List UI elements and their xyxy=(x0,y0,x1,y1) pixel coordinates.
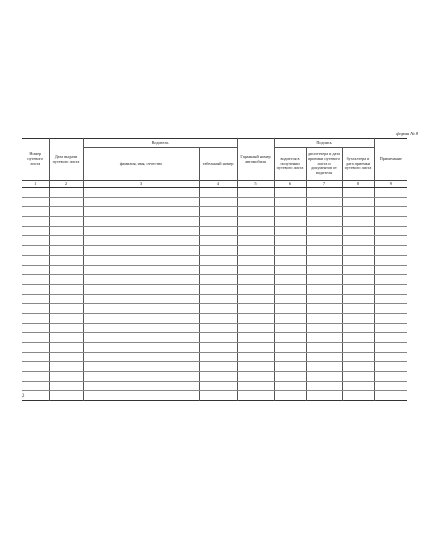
table-cell xyxy=(374,381,407,391)
table-cell xyxy=(374,304,407,314)
table-cell xyxy=(374,246,407,256)
table-cell xyxy=(342,284,374,294)
table-row xyxy=(22,217,407,227)
table-cell xyxy=(342,323,374,333)
header-waybill-number: Номер путевого листа xyxy=(22,139,49,181)
table-cell xyxy=(199,362,237,372)
table-cell xyxy=(306,352,342,362)
table-cell xyxy=(49,236,83,246)
table-cell xyxy=(274,391,306,401)
table-cell xyxy=(306,197,342,207)
table-row xyxy=(22,362,407,372)
table-cell xyxy=(83,246,199,256)
header-note: Примечание xyxy=(374,139,407,181)
table-cell xyxy=(49,304,83,314)
table-cell xyxy=(274,313,306,323)
table-cell xyxy=(237,294,274,304)
table-cell xyxy=(49,372,83,382)
table-cell xyxy=(237,362,274,372)
table-cell xyxy=(83,197,199,207)
table-row xyxy=(22,304,407,314)
table-cell xyxy=(22,197,49,207)
table-cell xyxy=(83,362,199,372)
table-cell xyxy=(83,217,199,227)
table-row xyxy=(22,246,407,256)
table-cell xyxy=(374,265,407,275)
table-cell xyxy=(306,304,342,314)
header-driver-group: Водитель xyxy=(83,139,237,148)
table-cell xyxy=(237,188,274,198)
column-number: 2 xyxy=(49,181,83,188)
table-cell xyxy=(274,343,306,353)
table-cell xyxy=(237,236,274,246)
table-cell xyxy=(342,333,374,343)
table-cell xyxy=(49,207,83,217)
table-cell xyxy=(342,217,374,227)
table-body xyxy=(22,188,407,401)
table-row xyxy=(22,313,407,323)
table-cell xyxy=(49,197,83,207)
table-cell xyxy=(342,275,374,285)
table-cell xyxy=(374,294,407,304)
table-cell xyxy=(49,294,83,304)
table-cell xyxy=(237,217,274,227)
table-cell xyxy=(199,313,237,323)
table-cell xyxy=(83,207,199,217)
table-cell xyxy=(342,304,374,314)
table-cell xyxy=(374,275,407,285)
table-cell xyxy=(199,381,237,391)
table-cell xyxy=(306,207,342,217)
table-row xyxy=(22,381,407,391)
table-cell xyxy=(83,391,199,401)
table-cell xyxy=(374,255,407,265)
table-cell xyxy=(306,372,342,382)
table-cell xyxy=(342,343,374,353)
table-cell xyxy=(83,313,199,323)
table-cell xyxy=(49,226,83,236)
table-cell xyxy=(374,284,407,294)
table-cell xyxy=(374,343,407,353)
table-cell xyxy=(274,265,306,275)
table-row xyxy=(22,372,407,382)
table-cell xyxy=(199,284,237,294)
table-cell xyxy=(342,372,374,382)
table-cell xyxy=(22,275,49,285)
table-cell xyxy=(274,207,306,217)
table-cell xyxy=(274,294,306,304)
table-cell xyxy=(49,333,83,343)
table-cell xyxy=(199,372,237,382)
table-cell xyxy=(274,323,306,333)
table-cell xyxy=(199,323,237,333)
table-cell xyxy=(374,217,407,227)
table-cell xyxy=(306,313,342,323)
table-cell xyxy=(199,294,237,304)
table-cell xyxy=(342,352,374,362)
table-cell xyxy=(199,275,237,285)
table-cell xyxy=(49,255,83,265)
table-cell xyxy=(199,333,237,343)
table-cell xyxy=(22,207,49,217)
table-cell xyxy=(237,275,274,285)
table-cell xyxy=(274,381,306,391)
table-cell xyxy=(374,352,407,362)
table-cell xyxy=(199,207,237,217)
table-cell xyxy=(49,188,83,198)
table-cell xyxy=(22,313,49,323)
table-cell xyxy=(199,188,237,198)
table-cell xyxy=(49,275,83,285)
table-cell xyxy=(274,304,306,314)
table-cell xyxy=(342,207,374,217)
table-cell xyxy=(22,372,49,382)
table-cell xyxy=(342,265,374,275)
table-cell xyxy=(22,362,49,372)
table-cell xyxy=(237,246,274,256)
table-cell xyxy=(49,246,83,256)
table-cell xyxy=(306,226,342,236)
table-cell xyxy=(83,236,199,246)
table-cell xyxy=(199,236,237,246)
table-cell xyxy=(83,333,199,343)
table-cell xyxy=(237,313,274,323)
header-garage-number: Гаражный номер автомобиля xyxy=(237,139,274,181)
column-number: 8 xyxy=(342,181,374,188)
table-cell xyxy=(22,333,49,343)
table-cell xyxy=(49,352,83,362)
table-cell xyxy=(83,294,199,304)
table-cell xyxy=(342,313,374,323)
table-cell xyxy=(49,343,83,353)
table-cell xyxy=(342,255,374,265)
table-cell xyxy=(199,304,237,314)
table-cell xyxy=(83,304,199,314)
table-cell xyxy=(306,333,342,343)
table-cell xyxy=(199,343,237,353)
table-row xyxy=(22,391,407,401)
table-cell xyxy=(199,226,237,236)
table-row xyxy=(22,265,407,275)
table-cell xyxy=(83,265,199,275)
column-number: 6 xyxy=(274,181,306,188)
table-cell xyxy=(306,343,342,353)
table-row xyxy=(22,333,407,343)
table-cell xyxy=(49,323,83,333)
table-cell xyxy=(306,265,342,275)
table-cell xyxy=(274,352,306,362)
table-cell xyxy=(237,265,274,275)
table-cell xyxy=(237,197,274,207)
header-full-name: фамилия, имя, отчество xyxy=(83,148,199,181)
table-cell xyxy=(237,343,274,353)
table-cell xyxy=(83,226,199,236)
table-cell xyxy=(374,372,407,382)
table-cell xyxy=(306,323,342,333)
table-cell xyxy=(22,217,49,227)
table-row xyxy=(22,255,407,265)
table-cell xyxy=(237,207,274,217)
table-cell xyxy=(22,246,49,256)
table-row xyxy=(22,284,407,294)
table-cell xyxy=(374,236,407,246)
table-cell xyxy=(274,255,306,265)
table-cell xyxy=(199,197,237,207)
table-cell xyxy=(274,246,306,256)
table-cell xyxy=(22,294,49,304)
table-cell xyxy=(237,391,274,401)
table-cell xyxy=(306,188,342,198)
table-cell xyxy=(199,265,237,275)
column-number: 1 xyxy=(22,181,49,188)
table-cell xyxy=(199,217,237,227)
waybill-journal-table xyxy=(22,138,407,401)
table-cell xyxy=(374,323,407,333)
header-issue-date: Дата выдачи путевого листа xyxy=(49,139,83,181)
header-sig-accountant: бухгалтера и дата приемки путевого листа xyxy=(342,148,374,181)
table-cell xyxy=(22,226,49,236)
table-cell xyxy=(306,246,342,256)
table-cell xyxy=(237,323,274,333)
table-cell xyxy=(374,362,407,372)
table-cell xyxy=(22,381,49,391)
table-cell xyxy=(237,284,274,294)
table-cell xyxy=(306,381,342,391)
table-cell xyxy=(83,323,199,333)
table-row xyxy=(22,352,407,362)
table-cell xyxy=(49,217,83,227)
table-cell xyxy=(274,275,306,285)
table-cell xyxy=(22,236,49,246)
table-cell xyxy=(49,313,83,323)
table-row xyxy=(22,226,407,236)
table-cell xyxy=(374,333,407,343)
column-number: 3 xyxy=(83,181,199,188)
column-number: 4 xyxy=(199,181,237,188)
table-cell xyxy=(342,236,374,246)
table-row xyxy=(22,294,407,304)
table-cell xyxy=(342,226,374,236)
table-cell xyxy=(342,197,374,207)
table-cell xyxy=(342,294,374,304)
table-cell xyxy=(237,226,274,236)
header-signature-group: Подпись xyxy=(274,139,374,148)
column-number-row xyxy=(22,181,407,188)
table-cell xyxy=(49,381,83,391)
form-number-label: форма № 8 xyxy=(396,131,418,136)
page-number: 2 xyxy=(22,394,25,399)
table-cell xyxy=(22,391,49,401)
table-cell xyxy=(306,236,342,246)
table-cell xyxy=(22,352,49,362)
table-cell xyxy=(342,381,374,391)
table-cell xyxy=(274,333,306,343)
table-cell xyxy=(22,304,49,314)
table-cell xyxy=(83,275,199,285)
table-row xyxy=(22,343,407,353)
table-cell xyxy=(199,352,237,362)
header-sig-dispatcher: диспетчера и дата приемки путевого листа и документов от водителя xyxy=(306,148,342,181)
table-cell xyxy=(306,294,342,304)
column-number: 7 xyxy=(306,181,342,188)
table-cell xyxy=(49,391,83,401)
table-cell xyxy=(49,362,83,372)
header-sig-driver: водителя в получении путевого листа xyxy=(274,148,306,181)
table-cell xyxy=(237,352,274,362)
table-cell xyxy=(83,381,199,391)
table-cell xyxy=(237,333,274,343)
table-cell xyxy=(199,255,237,265)
table-cell xyxy=(199,391,237,401)
table-cell xyxy=(306,255,342,265)
table-cell xyxy=(306,362,342,372)
table-cell xyxy=(22,323,49,333)
table-cell xyxy=(83,343,199,353)
table-cell xyxy=(274,226,306,236)
table-cell xyxy=(342,246,374,256)
table-cell xyxy=(374,313,407,323)
table-cell xyxy=(237,372,274,382)
table-cell xyxy=(237,255,274,265)
table-cell xyxy=(237,381,274,391)
column-number: 9 xyxy=(374,181,407,188)
table-cell xyxy=(306,391,342,401)
table-row xyxy=(22,197,407,207)
table-cell xyxy=(22,343,49,353)
table-cell xyxy=(274,362,306,372)
table-row xyxy=(22,236,407,246)
table-cell xyxy=(83,255,199,265)
table-cell xyxy=(22,265,49,275)
table-cell xyxy=(49,265,83,275)
table-cell xyxy=(306,275,342,285)
table-cell xyxy=(342,391,374,401)
table-row xyxy=(22,188,407,198)
table-cell xyxy=(374,391,407,401)
column-number: 5 xyxy=(237,181,274,188)
table-cell xyxy=(83,284,199,294)
table-cell xyxy=(374,197,407,207)
table-cell xyxy=(83,372,199,382)
table-cell xyxy=(342,188,374,198)
table-cell xyxy=(374,188,407,198)
table-cell xyxy=(22,255,49,265)
table-cell xyxy=(49,284,83,294)
table-cell xyxy=(274,236,306,246)
table-cell xyxy=(274,197,306,207)
table-cell xyxy=(274,217,306,227)
table-cell xyxy=(342,362,374,372)
table-cell xyxy=(306,217,342,227)
table-cell xyxy=(83,352,199,362)
table-cell xyxy=(306,284,342,294)
table-cell xyxy=(274,372,306,382)
table-cell xyxy=(274,284,306,294)
table-row xyxy=(22,207,407,217)
table-cell xyxy=(274,188,306,198)
table-cell xyxy=(374,226,407,236)
table-cell xyxy=(83,188,199,198)
table-cell xyxy=(22,284,49,294)
table-cell xyxy=(374,207,407,217)
table-cell xyxy=(22,188,49,198)
header-personnel-number: табельный номер xyxy=(199,148,237,181)
table-row xyxy=(22,275,407,285)
table-cell xyxy=(237,304,274,314)
table-row xyxy=(22,323,407,333)
table-cell xyxy=(199,246,237,256)
